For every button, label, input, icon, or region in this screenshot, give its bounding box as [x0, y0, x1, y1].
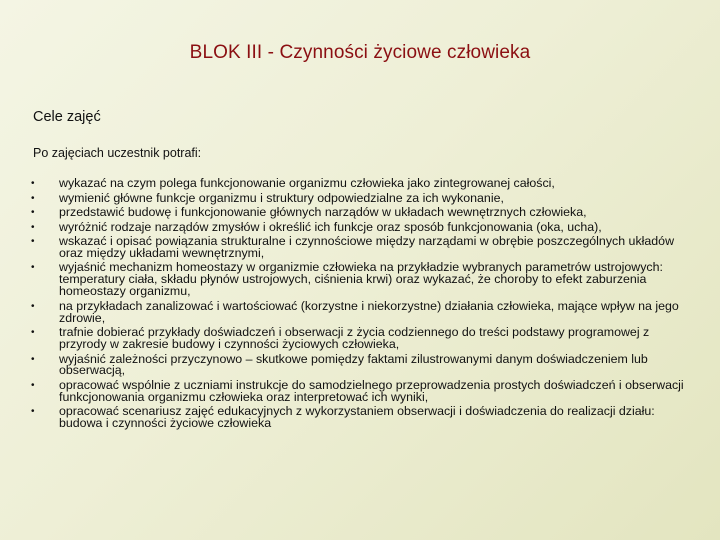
bullet-icon: • — [31, 327, 35, 339]
bullet-icon: • — [31, 236, 35, 247]
list-item-text: wyjaśnić mechanizm homeostazy w organizmie człowieka na przykładzie wybranych parametrów ustrojowych: temperatury ciała, składu płynów ustrojowych, ciśnienia krwi) oraz wykazać, że choroby to efekt zaburzenia homeostazy organizmu, — [59, 260, 663, 299]
list-item-text: wykazać na czym polega funkcjonowanie organizmu człowieka jako zintegrowanej całości, — [59, 176, 555, 190]
objectives-list — [31, 178, 686, 433]
list-item — [31, 236, 686, 260]
bullet-icon: • — [31, 178, 35, 189]
list-item-text: wymienić główne funkcje organizmu i struktury odpowiedzialne za ich wykonanie, — [59, 190, 504, 205]
list-item — [31, 178, 686, 190]
list-item-text: przedstawić budowę i funkcjonowanie głównych narządów w układach wewnętrznych człowieka, — [59, 205, 587, 219]
bullet-icon: • — [31, 379, 35, 391]
list-item — [31, 298, 686, 325]
bullet-icon: • — [31, 353, 35, 365]
list-item — [31, 190, 686, 205]
bullet-icon: • — [31, 207, 35, 218]
list-item — [31, 351, 686, 378]
list-item-text: wyróżnić rodzaje narządów zmysłów i określić ich funkcje oraz sposób funkcjonowania (oka, ucha), — [59, 219, 602, 234]
list-item — [31, 377, 686, 404]
bullet-icon: • — [31, 262, 35, 274]
list-item — [31, 327, 686, 351]
list-item — [31, 219, 686, 234]
list-item-text: na przykładach zanalizować i wartościować (korzystne i niekorzystne) działania człowieka, mające wpływ na jego zdrowie, — [59, 298, 679, 325]
list-item — [31, 262, 686, 298]
list-item-text: trafnie dobierać przykłady doświadczeń i obserwacji z życia codziennego do treści podstawy programowej z przyrody w zakresie budowy i czynności życiowych człowieka, — [59, 325, 650, 352]
bullet-icon: • — [31, 406, 35, 418]
bullet-icon: • — [31, 192, 35, 204]
list-item-text: opracować wspólnie z uczniami instrukcje do samodzielnego przeprowadzenia prostych doświadczeń i obserwacji funkcjonowania organizmu człowieka oraz interpretować ich wyniki, — [59, 377, 684, 404]
bullet-icon: • — [31, 300, 35, 312]
list-item — [31, 207, 686, 219]
list-item-text: opracować scenariusz zajęć edukacyjnych z wykorzystaniem obserwacji i doświadczenia do realizacji działu: budowa i czynności życiowe człowieka — [59, 404, 655, 431]
bullet-icon: • — [31, 221, 35, 233]
section-heading: Cele zajęć — [33, 109, 101, 125]
list-item-text: wyjaśnić zależności przyczynowo – skutkowe pomiędzy faktami zilustrowanymi danym doświadczeniem lub obserwacją, — [59, 351, 648, 378]
list-item-text: wskazać i opisać powiązania strukturalne i czynnościowe między narządami w obrębie poszczególnych układów oraz między układami wewnętrznymi, — [59, 234, 675, 260]
intro-text: Po zajęciach uczestnik potrafi: — [33, 146, 202, 160]
list-item — [31, 406, 686, 430]
slide-title: BLOK III - Czynności życiowe człowieka — [189, 42, 531, 63]
